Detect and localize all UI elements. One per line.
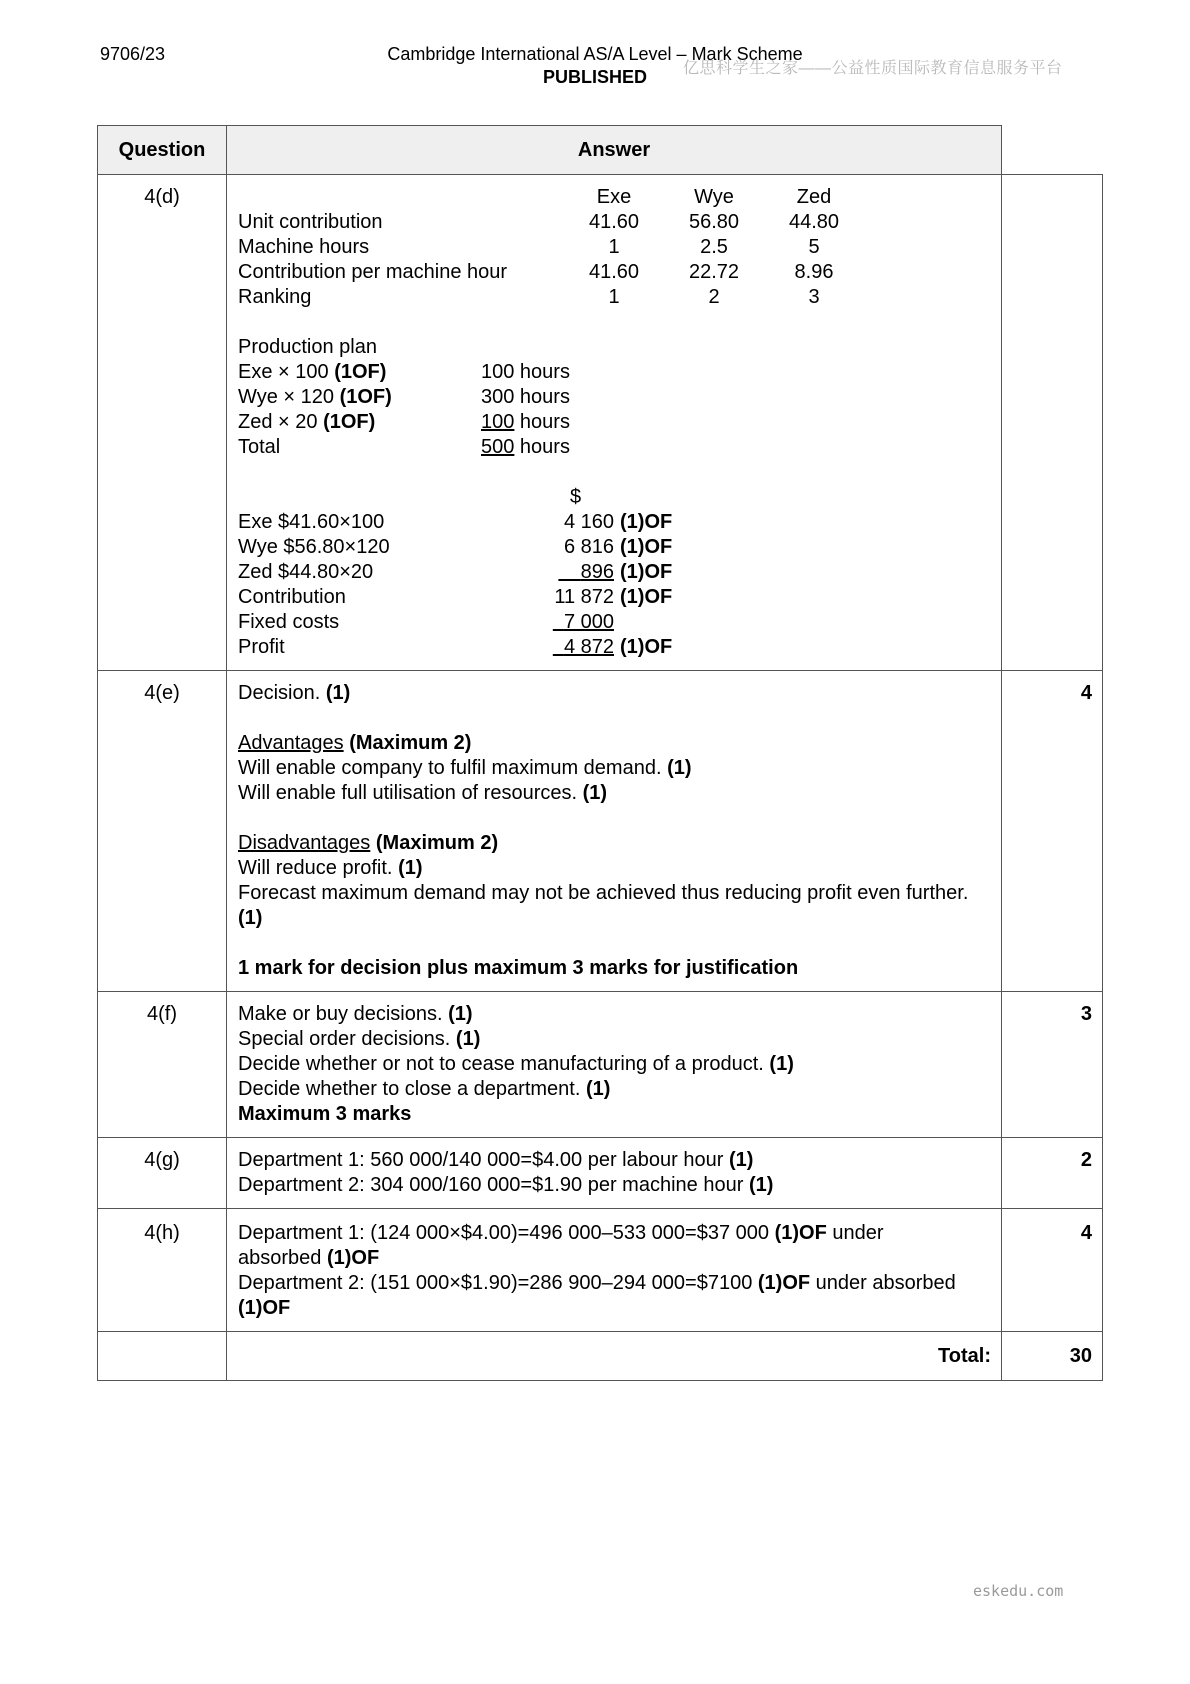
- answer-cell: [227, 1209, 1002, 1332]
- watermark-bottom: eskedu.com: [973, 1582, 1064, 1600]
- plan-label: Zed × 20 (1OF): [238, 411, 376, 433]
- cash-amount: 11 872: [554, 586, 614, 608]
- cell-value: 41.60: [588, 211, 640, 233]
- cell-value: 5: [808, 236, 820, 258]
- cell-value: 2: [708, 286, 720, 308]
- cash-amount: 896: [580, 561, 614, 583]
- answer-line: Department 2: 304 000/160 000=$1.90 per machine hour (1): [238, 1174, 774, 1196]
- marks-cell: 4: [1002, 1209, 1103, 1332]
- marks-cell: [1002, 175, 1103, 671]
- answer-cell: [227, 1138, 1002, 1209]
- cell-value: 41.60: [588, 261, 640, 283]
- cash-amount: 7 000: [563, 611, 614, 633]
- disadvantages-heading: Disadvantages (Maximum 2): [238, 832, 499, 854]
- profit-calculation: [238, 485, 991, 660]
- marks-cell: 4: [1002, 671, 1103, 992]
- answer-item: Decide whether or not to cease manufacturing of a product. (1): [238, 1053, 794, 1075]
- plan-label: Total: [238, 436, 281, 458]
- cash-amount: 4 160: [563, 511, 614, 533]
- watermark-top: 亿思科学生之家——公益性质国际教育信息服务平台: [683, 60, 1063, 77]
- contribution-table: [238, 185, 991, 310]
- disadvantage-item: Will reduce profit. (1): [238, 857, 423, 879]
- answer-line: Department 1: (124 000×$4.00)=496 000–533 000=$37 000 (1)OF under absorbed (1)OF: [238, 1222, 884, 1269]
- title-line-2: PUBLISHED: [542, 67, 647, 87]
- product-wye: Wye: [694, 186, 734, 208]
- plan-hours: 500 hours: [481, 436, 570, 458]
- answer-cell: [227, 175, 1002, 671]
- answer-line: Department 2: (151 000×$1.90)=286 900–294 000=$7100 (1)OF under absorbed (1)OF: [238, 1272, 956, 1319]
- cash-mark: (1)OF: [620, 536, 673, 558]
- advantages-heading: Advantages (Maximum 2): [238, 732, 472, 754]
- row-label: Unit contribution: [238, 211, 383, 233]
- table-header-row: [98, 126, 1103, 175]
- answer-line: Department 1: 560 000/140 000=$4.00 per labour hour (1): [238, 1149, 754, 1171]
- title-line-1: Cambridge International AS/A Level – Mark Scheme: [387, 44, 803, 64]
- cash-amount: 4 872: [563, 636, 614, 658]
- currency-symbol: $: [569, 486, 582, 508]
- row-4d: [98, 175, 1103, 671]
- question-number: 4(f): [98, 992, 227, 1138]
- answer-item: Decide whether to close a department. (1): [238, 1078, 611, 1100]
- row-label: Ranking: [238, 286, 312, 308]
- production-plan-title: Production plan: [238, 336, 377, 358]
- cell-value: 2.5: [700, 236, 728, 258]
- question-number: 4(g): [98, 1138, 227, 1209]
- cell-value: 22.72: [688, 261, 740, 283]
- cash-amount: 6 816: [563, 536, 614, 558]
- cash-mark: (1)OF: [620, 561, 673, 583]
- cell-value: 56.80: [688, 211, 740, 233]
- cash-label: Wye $56.80×120: [238, 536, 390, 558]
- header-answer: Answer: [227, 126, 1002, 175]
- question-number: 4(d): [98, 175, 227, 671]
- cash-label: Fixed costs: [238, 611, 340, 633]
- cell-value: 3: [808, 286, 820, 308]
- production-plan: [238, 360, 991, 460]
- document-code: 9706/23: [100, 44, 166, 64]
- cell-value: 8.96: [794, 261, 834, 283]
- answer-cell: [227, 992, 1002, 1138]
- advantage-item: Will enable full utilisation of resources. (1): [238, 782, 608, 804]
- row-4f: [98, 992, 1103, 1138]
- row-label: Machine hours: [238, 236, 370, 258]
- header-marks: [1002, 126, 1103, 175]
- maximum-note: Maximum 3 marks: [238, 1103, 412, 1125]
- total-row: [98, 1332, 1103, 1381]
- answer-cell: [227, 671, 1002, 992]
- disadvantage-item: Forecast maximum demand may not be achieved thus reducing profit even further. (1): [238, 882, 969, 929]
- plan-label: Exe × 100 (1OF): [238, 361, 387, 383]
- total-label: Total:: [227, 1332, 1002, 1381]
- answer-item: Special order decisions. (1): [238, 1028, 481, 1050]
- cash-label: Contribution: [238, 586, 346, 608]
- product-zed: Zed: [796, 186, 832, 208]
- plan-hours: 100 hours: [481, 411, 570, 433]
- plan-hours: 300 hours: [481, 386, 570, 408]
- cash-mark: (1)OF: [620, 511, 673, 533]
- total-empty-cell: [98, 1332, 227, 1381]
- plan-hours: 100 hours: [481, 361, 570, 383]
- row-label: Contribution per machine hour: [238, 261, 508, 283]
- plan-label: Wye × 120 (1OF): [238, 386, 392, 408]
- row-4h: [98, 1209, 1103, 1332]
- product-exe: Exe: [596, 186, 632, 208]
- question-number: 4(e): [98, 671, 227, 992]
- header-question: Question: [98, 126, 227, 175]
- marks-cell: 2: [1002, 1138, 1103, 1209]
- cash-mark: [614, 610, 991, 635]
- row-4g: [98, 1138, 1103, 1209]
- advantage-item: Will enable company to fulfil maximum demand. (1): [238, 757, 692, 779]
- cash-label: Zed $44.80×20: [238, 561, 374, 583]
- total-value: 30: [1002, 1332, 1103, 1381]
- cash-mark: (1)OF: [620, 586, 673, 608]
- cell-value: 1: [608, 286, 620, 308]
- answer-item: Make or buy decisions. (1): [238, 1003, 473, 1025]
- decision-line: Decision. (1): [238, 682, 351, 704]
- cell-value: 1: [608, 236, 620, 258]
- mark-scheme-table: [97, 125, 1103, 1381]
- cash-mark: (1)OF: [620, 636, 673, 658]
- cell-value: 44.80: [788, 211, 840, 233]
- cash-label: Exe $41.60×100: [238, 511, 385, 533]
- cash-label: Profit: [238, 636, 285, 658]
- question-number: 4(h): [98, 1209, 227, 1332]
- marks-cell: 3: [1002, 992, 1103, 1138]
- marking-note: 1 mark for decision plus maximum 3 marks for justification: [238, 957, 799, 979]
- row-4e: [98, 671, 1103, 992]
